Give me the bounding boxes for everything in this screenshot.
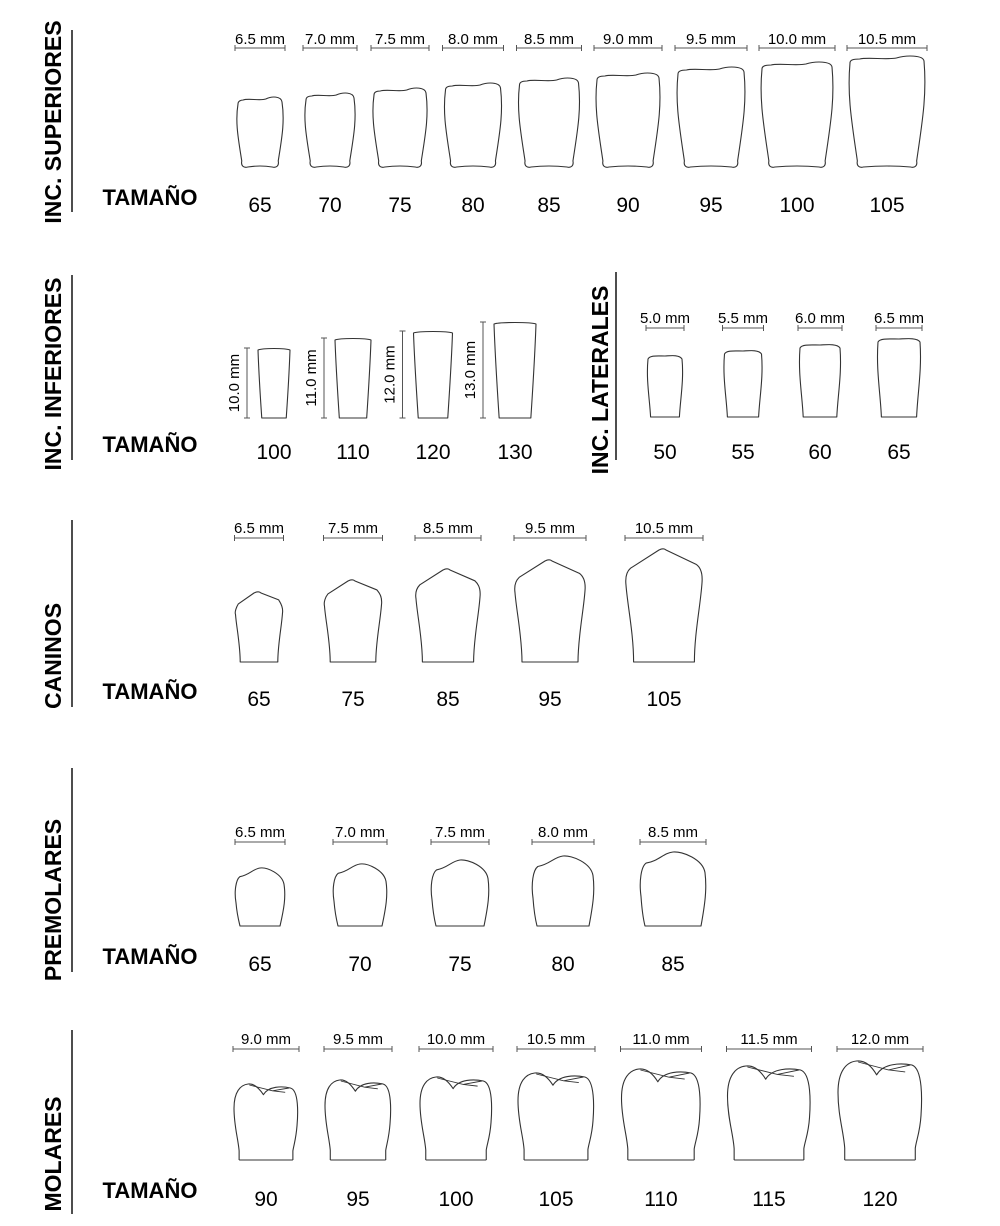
tooth-inc-superiores <box>517 31 582 217</box>
tooth-inc-superiores <box>235 31 285 217</box>
tooth-outline <box>626 549 702 662</box>
tooth-width-label: 10.5 mm <box>634 520 694 537</box>
tooth-size-number: 105 <box>646 688 682 711</box>
tooth-outline <box>373 88 427 167</box>
section-molares <box>40 1030 923 1214</box>
tooth-size-number: 50 <box>653 441 677 464</box>
tooth-caninos <box>625 520 703 711</box>
tooth-outline <box>258 349 290 419</box>
tooth-size-number: 65 <box>887 441 911 464</box>
tooth-outline <box>414 332 453 419</box>
tooth-width-label: 10.0 mm <box>767 31 827 48</box>
tooth-cusp-detail <box>249 1085 289 1092</box>
tooth-width-label: 8.0 mm <box>537 824 589 841</box>
tooth-outline <box>335 339 371 419</box>
size-row-label: TAMAÑO <box>102 185 198 210</box>
tooth-molares <box>324 1031 392 1211</box>
tooth-size-number: 105 <box>869 194 905 217</box>
tooth-width-label: 9.0 mm <box>602 31 654 48</box>
tooth-size-number: 110 <box>336 441 370 464</box>
tooth-outline <box>761 62 833 167</box>
section-title: INC. INFERIORES <box>40 277 67 471</box>
tooth-size-number: 80 <box>461 194 485 217</box>
tooth-outline <box>532 856 594 926</box>
tooth-outline <box>305 93 355 167</box>
tooth-height-label: 12.0 mm <box>381 345 399 404</box>
tooth-size-number: 70 <box>318 194 342 217</box>
tooth-size-number: 80 <box>551 953 575 976</box>
tooth-width-label: 5.0 mm <box>639 310 691 327</box>
tooth-outline <box>235 592 282 662</box>
tooth-outline <box>518 1073 594 1160</box>
section-title: CANINOS <box>40 602 67 710</box>
tooth-outline <box>728 1066 811 1160</box>
section-title: MOLARES <box>40 1096 67 1212</box>
tooth-width-label: 8.5 mm <box>647 824 699 841</box>
tooth-inc-inferiores <box>226 348 292 464</box>
tooth-width-label: 7.5 mm <box>327 520 379 537</box>
tooth-width-label: 7.0 mm <box>304 31 356 48</box>
tooth-cusp-detail <box>341 1081 382 1089</box>
tooth-outline <box>333 864 387 926</box>
tooth-outline <box>515 560 585 662</box>
section-premolares <box>40 768 706 981</box>
section-caninos <box>40 520 703 711</box>
tooth-inc-laterales <box>874 310 924 464</box>
tooth-size-number: 55 <box>731 441 755 464</box>
tooth-inc-superiores <box>759 31 835 217</box>
tooth-outline <box>849 56 925 167</box>
section-inc-laterales <box>587 272 924 474</box>
tooth-premolares <box>532 824 594 976</box>
tooth-size-number: 60 <box>808 441 832 464</box>
tooth-cusp-detail <box>437 1078 482 1086</box>
tooth-width-label: 6.0 mm <box>794 310 846 327</box>
tooth-inc-superiores <box>847 31 927 217</box>
tooth-width-label: 7.5 mm <box>434 824 486 841</box>
tooth-outline <box>324 580 381 662</box>
tooth-caninos <box>324 520 383 711</box>
tooth-molares <box>419 1031 493 1211</box>
tooth-outline <box>325 1080 391 1160</box>
tooth-outline <box>877 339 920 417</box>
section-inc-inferiores <box>40 275 536 470</box>
tooth-molares <box>837 1031 923 1211</box>
tooth-inc-superiores <box>443 31 504 217</box>
tooth-outline <box>431 860 489 926</box>
tooth-size-number: 105 <box>538 1188 574 1211</box>
tooth-height-label: 11.0 mm <box>303 349 320 407</box>
tooth-caninos <box>514 520 586 711</box>
tooth-premolares <box>235 824 285 976</box>
tooth-outline <box>596 73 660 167</box>
tooth-inc-laterales <box>640 310 690 464</box>
tooth-size-number: 75 <box>448 953 472 976</box>
tooth-inc-inferiores <box>382 331 453 464</box>
tooth-size-number: 100 <box>438 1188 474 1211</box>
size-row-label: TAMAÑO <box>102 1178 198 1203</box>
tooth-outline <box>237 97 283 167</box>
tooth-size-number: 100 <box>256 441 292 464</box>
tooth-size-number: 115 <box>752 1188 786 1211</box>
tooth-width-label: 9.5 mm <box>524 520 576 537</box>
tooth-size-number: 120 <box>415 441 451 464</box>
tooth-size-number: 120 <box>862 1188 898 1211</box>
tooth-inc-laterales <box>718 310 768 464</box>
tooth-outline <box>416 569 480 662</box>
tooth-width-label: 8.5 mm <box>422 520 474 537</box>
tooth-premolares <box>431 824 489 976</box>
tooth-molares <box>233 1031 299 1211</box>
tooth-size-number: 65 <box>248 953 272 976</box>
tooth-outline <box>494 323 536 419</box>
tooth-width-label: 9.5 mm <box>332 1031 384 1048</box>
tooth-outline <box>647 356 682 417</box>
tooth-height-label: 10.0 mm <box>226 353 243 413</box>
tooth-width-label: 7.5 mm <box>374 31 426 48</box>
size-row-label: TAMAÑO <box>102 679 198 704</box>
tooth-inc-laterales <box>795 310 845 464</box>
tooth-size-number: 100 <box>779 194 815 217</box>
tooth-outline <box>518 78 579 167</box>
tooth-size-number: 75 <box>388 194 412 217</box>
tooth-outline <box>724 351 762 417</box>
tooth-width-label: 10.5 mm <box>857 31 917 48</box>
tooth-size-number: 65 <box>248 194 272 217</box>
tooth-width-label: 6.5 mm <box>234 31 286 48</box>
tooth-outline <box>420 1077 492 1160</box>
tooth-size-number: 95 <box>699 194 723 217</box>
tooth-height-label: 13.0 mm <box>462 340 479 400</box>
tooth-inc-superiores <box>303 31 357 217</box>
tooth-width-label: 10.5 mm <box>526 1031 586 1048</box>
tooth-size-number: 130 <box>497 441 533 464</box>
tooth-size-number: 70 <box>348 953 372 976</box>
tooth-premolares <box>333 824 387 976</box>
tooth-size-number: 85 <box>436 688 460 711</box>
tooth-size-number: 85 <box>661 953 685 976</box>
tooth-width-label: 9.5 mm <box>685 31 737 48</box>
tooth-size-number: 75 <box>341 688 365 711</box>
tooth-inc-inferiores <box>462 322 536 464</box>
tooth-size-number: 65 <box>247 688 271 711</box>
tooth-inc-superiores <box>594 31 662 217</box>
tooth-width-label: 10.0 mm <box>426 1031 486 1048</box>
tooth-caninos <box>234 520 284 711</box>
tooth-molares <box>517 1031 595 1211</box>
tooth-molares <box>727 1031 812 1211</box>
tooth-caninos <box>415 520 481 711</box>
tooth-premolares <box>640 824 706 976</box>
tooth-inc-inferiores <box>303 338 371 464</box>
tooth-width-label: 5.5 mm <box>717 310 769 327</box>
section-title: INC. SUPERIORES <box>40 20 67 224</box>
tooth-size-number: 90 <box>254 1188 278 1211</box>
tooth-width-label: 6.5 mm <box>234 824 286 841</box>
tooth-outline <box>838 1061 922 1160</box>
section-inc-superiores <box>40 20 927 223</box>
tooth-width-label: 12.0 mm <box>850 1031 910 1048</box>
tooth-width-label: 11.0 mm <box>632 1031 690 1048</box>
tooth-inc-superiores <box>675 31 747 217</box>
tooth-width-label: 6.5 mm <box>233 520 285 537</box>
tooth-width-label: 8.5 mm <box>523 31 575 48</box>
tooth-width-label: 9.0 mm <box>240 1031 292 1048</box>
size-row-label: TAMAÑO <box>102 944 198 969</box>
tooth-width-label: 6.5 mm <box>873 310 925 327</box>
tooth-molares <box>621 1031 702 1211</box>
size-row-label: TAMAÑO <box>102 432 198 457</box>
tooth-size-number: 95 <box>346 1188 370 1211</box>
tooth-outline <box>235 868 285 926</box>
tooth-outline <box>234 1084 298 1160</box>
tooth-width-label: 8.0 mm <box>447 31 499 48</box>
tooth-size-number: 90 <box>616 194 640 217</box>
tooth-outline <box>622 1069 701 1160</box>
tooth-outline <box>444 83 501 167</box>
section-title: PREMOLARES <box>40 818 67 982</box>
tooth-width-label: 7.0 mm <box>334 824 386 841</box>
tooth-size-number: 110 <box>644 1188 678 1211</box>
tooth-outline <box>799 345 840 417</box>
section-title: INC. LATERALES <box>587 285 614 475</box>
tooth-width-label: 11.5 mm <box>740 1031 798 1048</box>
tooth-size-number: 95 <box>538 688 562 711</box>
tooth-inc-superiores <box>371 31 429 217</box>
tooth-outline <box>640 852 706 926</box>
tooth-outline <box>677 67 745 167</box>
tooth-size-number: 85 <box>537 194 561 217</box>
